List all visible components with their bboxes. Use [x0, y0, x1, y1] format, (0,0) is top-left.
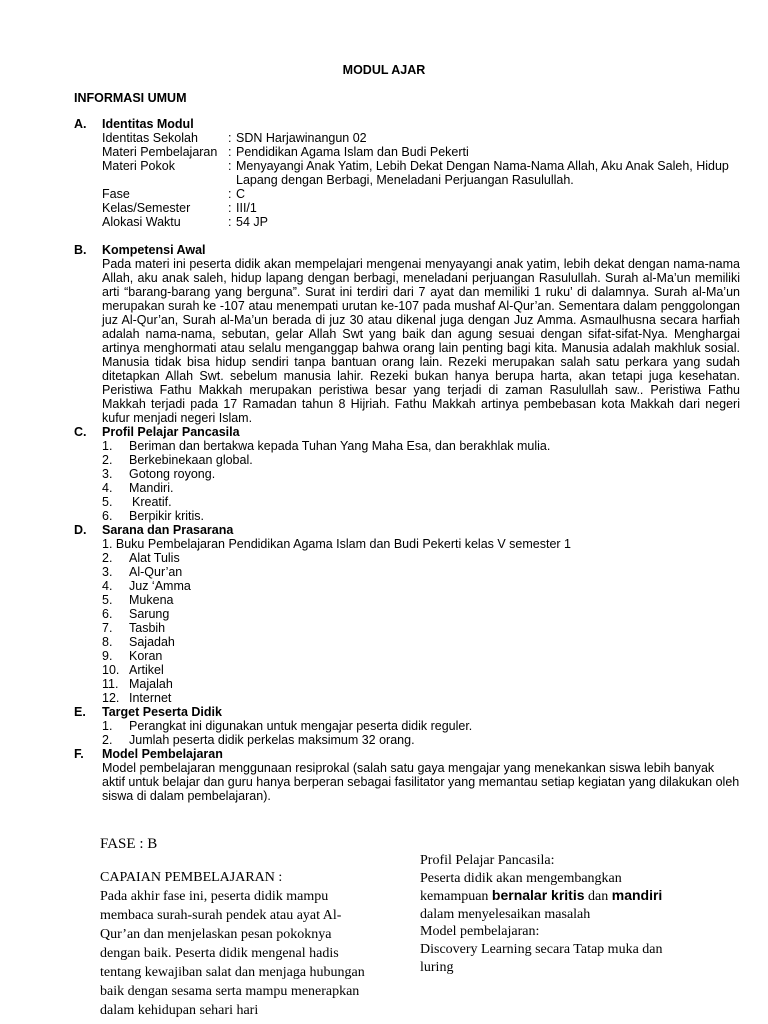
list-text: Berpikir kritis. [129, 509, 205, 523]
list-item [102, 607, 740, 621]
list-number: 11. [102, 677, 119, 691]
section-profil-pelajar [74, 425, 740, 523]
list-item [102, 565, 740, 579]
list-number: 6. [102, 509, 113, 523]
list-text: Artikel [129, 663, 164, 677]
list-item [102, 551, 740, 565]
section-heading [74, 523, 740, 537]
identity-value: Menyayangi Anak Yatim, Lebih Dekat Dengan Nama-Nama Allah, Aku Anak Saleh, Hidup Lapang dengan Berbagi, Meneladani Perjuangan Rasulullah. [236, 159, 729, 187]
section-heading [74, 243, 740, 257]
section-letter: D. [74, 523, 87, 537]
section-title: Target Peserta Didik [102, 705, 222, 719]
profil-bold-mandiri: mandiri [611, 887, 663, 904]
profil-list [102, 439, 740, 523]
list-number: 1. [102, 719, 113, 733]
profil-text [420, 870, 682, 924]
list-number: 4. [102, 579, 113, 593]
list-item [102, 719, 740, 733]
list-text: Juz ‘Amma [129, 579, 191, 593]
list-item [102, 453, 740, 467]
list-item [102, 439, 740, 453]
list-number: 2. [102, 733, 113, 747]
list-number: 7. [102, 621, 113, 635]
section-heading [74, 747, 740, 761]
section-heading [74, 117, 740, 131]
section-title: Model Pembelajaran [102, 747, 223, 761]
profil-heading: Profil Pelajar Pancasila: [420, 853, 555, 868]
section-letter: C. [74, 425, 87, 439]
list-text: Koran [129, 649, 163, 663]
list-item [102, 733, 740, 747]
list-number: 2. [102, 453, 113, 467]
list-number: 3. [102, 565, 113, 579]
list-item-first: 1. Buku Pembelajaran Pendidikan Agama Islam dan Budi Pekerti kelas V semester 1 [102, 537, 572, 551]
section-title: Kompetensi Awal [102, 243, 206, 257]
list-text: Gotong royong. [129, 467, 216, 481]
section-letter: F. [74, 747, 84, 761]
list-item [102, 649, 740, 663]
sarana-list [102, 537, 740, 705]
list-number: 9. [102, 649, 113, 663]
identity-row [102, 131, 740, 145]
list-number: 3. [102, 467, 113, 481]
colon: : [228, 187, 232, 201]
kompetensi-paragraph: Pada materi ini peserta didik akan mempelajari mengenai menyayangi anak yatim, lebih dekat dengan nama-nama Allah, aku anak saleh, hidup lapang dengan berbagi, meneladani perjuangan Rasulullah. Surah al-Ma’un memiliki arti “barang-barang yang berguna”. Surat ini terdiri dari 7 ayat dan memiliki 1 ruku’ di dalamnya. Surah al-Ma’un merupakan surah ke -107 atau menempati urutan ke-107 pada mushaf Al-Qur’an. Sementara dalam penggolongan juz Al-Qur’an, Surah al-Ma’un berada di juz 30 atau dikenal juga dengan Juz Amma. Asmaulhusna secara harfiah adalah nama-nama, sebutan, gelar Allah Swt yang baik dan agung sesuai dengan sifat-sifat-Nya. Menghargai artinya menghormati atau selalu menganggap bahwa orang lain penting bagi kita. Manusia adalah makhluk sosial. Manusia tidak bisa hidup sendiri tanpa bantuan orang lain. Rezeki merupakan salah satu perkara yang sudah ditetapkan Allah Swt. sebelum manusia lahir. Rezeki bukan hanya berupa harta, akan tetapi juga kesehatan. Peristiwa Fathu Makkah merupakan peristiwa besar yang terjadi di zaman Rasulullah saw.. Peristiwa Fathu Makkah terjadi pada 17 Ramadan tahun 8 Hijriah. Fathu Makkah artinya pembebasan kota Makkah dari negeri kufur menjadi negeri Islam. [102, 257, 740, 425]
section-letter: E. [74, 705, 86, 719]
list-item [102, 495, 740, 509]
list-text: Alat Tulis [129, 551, 180, 565]
list-item [102, 691, 740, 705]
document-title: MODUL AJAR [342, 63, 426, 77]
list-text: Perangkat ini digunakan untuk mengajar peserta didik reguler. [129, 719, 473, 733]
section-kompetensi-awal [74, 243, 740, 425]
identity-row [102, 145, 740, 159]
target-list [102, 719, 740, 747]
list-number: 10. [102, 663, 120, 677]
section-identitas-modul [74, 117, 740, 229]
list-number: 5. [102, 593, 113, 607]
list-item [102, 579, 740, 593]
list-number: 2. [102, 551, 113, 565]
list-number: 5. [102, 495, 113, 509]
document-content [74, 117, 740, 803]
list-text: Jumlah peserta didik perkelas maksimum 32 orang. [129, 733, 415, 747]
list-text: Al-Qur’an [129, 565, 183, 579]
info-heading: INFORMASI UMUM [74, 91, 187, 105]
section-letter: B. [74, 243, 87, 257]
list-item [102, 481, 740, 495]
colon: : [228, 201, 232, 215]
list-number: 12. [102, 691, 120, 705]
identity-row [102, 215, 740, 229]
capaian-text: Pada akhir fase ini, peserta didik mampu membaca surah-surah pendek atau ayat Al-Qur’an dan menjelaskan pesan pokoknya dengan baik. Peserta didik mengenal hadis tentang kewajiban salat dan menjaga hubungan baik dengan sesama serta mampu menerapkan dalam kehidupan sehari hari [100, 889, 365, 1018]
section-target-peserta [74, 705, 740, 747]
identity-value: Pendidikan Agama Islam dan Budi Pekerti [236, 145, 469, 159]
profil-bold-bernalar: bernalar kritis [491, 887, 585, 904]
identity-value: SDN Harjawinangun 02 [236, 131, 367, 145]
list-number: 6. [102, 607, 113, 621]
section-title: Profil Pelajar Pancasila [102, 425, 240, 439]
profil-text-part: dalam menyelesaikan masalah [420, 906, 591, 922]
list-text: Majalah [129, 677, 173, 691]
profil-text-part: Peserta didik akan mengembangkan kemampuan [420, 870, 622, 905]
colon: : [228, 145, 232, 159]
colon: : [228, 215, 232, 229]
list-item [102, 677, 740, 691]
identity-key: Identitas Sekolah [102, 131, 198, 145]
identity-key: Kelas/Semester [102, 201, 191, 215]
list-number: 8. [102, 635, 113, 649]
colon: : [228, 131, 232, 145]
list-item [102, 509, 740, 523]
identity-key: Fase [102, 187, 130, 201]
list-item [102, 593, 740, 607]
profil-text-part: dan [588, 889, 609, 905]
list-number: 1. [102, 439, 113, 453]
list-text: Sajadah [129, 635, 175, 649]
section-heading [74, 425, 740, 439]
section-model-pembelajaran [74, 747, 740, 803]
identity-key: Materi Pokok [102, 159, 175, 173]
section-letter: A. [74, 117, 87, 131]
section-title: Identitas Modul [102, 117, 194, 131]
model-paragraph: Model pembelajaran menggunaan resiprokal (salah satu gaya mengajar yang menekankan siswa lebih banyak aktif untuk belajar dan guru hanya berperan sebagai fasilitator yang memantau setiap kegiatan yang dilakukan oleh siswa di dalam pembelajaran). [102, 761, 740, 803]
list-text: Beriman dan bertakwa kepada Tuhan Yang Maha Esa, dan berakhlak mulia. [129, 439, 551, 453]
list-text: Berkebinekaan global. [129, 453, 253, 467]
identity-row [102, 201, 740, 215]
fase-label: FASE : B [100, 836, 158, 852]
bottom-section [0, 836, 768, 1024]
model-text: Discovery Learning secara Tatap muka dan luring [420, 941, 663, 975]
list-text: Kreatif. [132, 495, 172, 509]
identity-row [102, 187, 740, 201]
identity-key: Materi Pembelajaran [102, 145, 218, 159]
identity-table [102, 131, 740, 229]
list-item [102, 663, 740, 677]
list-text: Tasbih [129, 621, 166, 635]
model-heading: Model pembelajaran: [420, 924, 540, 940]
capaian-block [100, 868, 370, 1020]
list-item [102, 621, 740, 635]
colon: : [228, 159, 232, 173]
list-text: Sarung [129, 607, 170, 621]
list-item [102, 467, 740, 481]
list-text: Mandiri. [129, 481, 174, 495]
list-text: Internet [129, 691, 172, 705]
section-title: Sarana dan Prasarana [102, 523, 234, 537]
profil-block [420, 852, 682, 976]
identity-value: 54 JP [236, 215, 268, 229]
identity-row [102, 159, 740, 187]
section-heading [74, 705, 740, 719]
section-sarana-prasarana [74, 523, 740, 705]
list-number: 4. [102, 481, 113, 495]
capaian-heading: CAPAIAN PEMBELAJARAN : [100, 870, 283, 885]
list-text: Mukena [129, 593, 174, 607]
identity-value: C [236, 187, 246, 201]
identity-value: III/1 [236, 201, 257, 215]
list-item [102, 635, 740, 649]
identity-key: Alokasi Waktu [102, 215, 181, 229]
